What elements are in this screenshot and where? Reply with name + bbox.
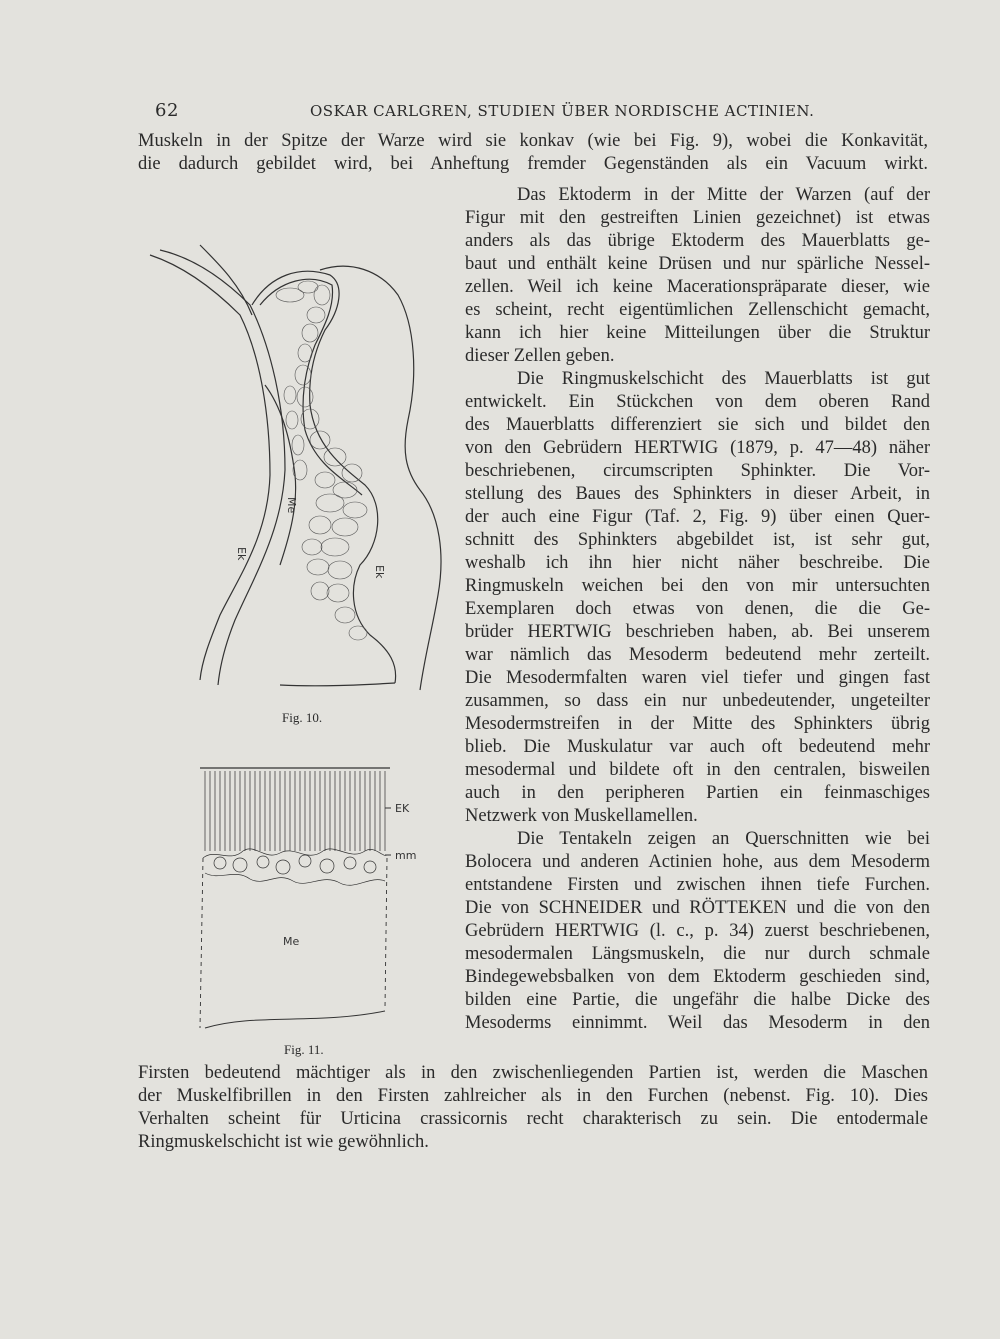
figure-11-illustration: [195, 763, 435, 1038]
figure-11-label-me: Me: [283, 935, 300, 948]
text-line: Mesoderms einnimmt. Weil das Mesoderm in den: [465, 1013, 930, 1033]
text-line: Die Tentakeln zeigen an Querschnitten wie bei: [517, 829, 930, 849]
text-line: auch in den peripheren Partien ein feinmaschiges: [465, 783, 930, 803]
text-line: mesodermalen Längsmuskeln, die nur durch schmale: [465, 944, 930, 964]
text-line: Bolocera und anderen Actinien hohe, aus dem Mesoderm: [465, 852, 930, 872]
figure-11-label-ek: EK: [395, 802, 410, 815]
page-number: 62: [155, 100, 179, 121]
text-line: Muskeln in der Spitze der Warze wird sie konkav (wie bei Fig. 9), wobei die Konkavität,: [138, 131, 928, 151]
text-line: Ringmuskelschicht ist wie gewöhnlich.: [138, 1132, 429, 1152]
text-line: brüder HERTWIG beschrieben haben, ab. Bei unserem: [465, 622, 930, 642]
figure-10-label-me: Me: [285, 497, 298, 514]
text-line: es scheint, recht eigentümlichen Zellenschicht gemacht,: [465, 300, 930, 320]
text-line: baut und enthält keine Drüsen und nur spärliche Nessel-: [465, 254, 930, 274]
text-line: zusammen, so dass ein nur unbedeutender, ungeteilter: [465, 691, 930, 711]
running-title: OSKAR CARLGREN, STUDIEN ÜBER NORDISCHE ACTINIEN.: [310, 102, 815, 120]
text-line: Gebrüdern HERTWIG (l. c., p. 34) zuerst beschriebenen,: [465, 921, 930, 941]
text-line: Die Mesodermfalten waren viel tiefer und gingen fast: [465, 668, 930, 688]
figure-10-illustration: [140, 235, 450, 705]
text-line: Die Ringmuskelschicht des Mauerblatts ist gut: [517, 369, 930, 389]
text-line: Exemplaren doch etwas von denen, die die Ge-: [465, 599, 930, 619]
text-line: Ringmuskeln weichen bei den von mir untersuchten: [465, 576, 930, 596]
figure-10-label-ek-right: Ek: [373, 565, 386, 579]
text-line: Figur mit den gestreiften Linien gezeichnet) ist etwas: [465, 208, 930, 228]
text-line: war nämlich das Mesoderm bedeutend mehr zerteilt.: [465, 645, 930, 665]
text-line: mesodermal und bildete oft in den centralen, bisweilen: [465, 760, 930, 780]
text-line: des Mauerblatts differenziert sie sich und bildet den: [465, 415, 930, 435]
text-line: blieb. Die Muskulatur var auch oft bedeutend mehr: [465, 737, 930, 757]
text-line: Firsten bedeutend mächtiger als in den zwischenliegenden Partien ist, werden die Maschen: [138, 1063, 928, 1083]
text-line: Bindegewebsbalken von dem Ektoderm geschieden sind,: [465, 967, 930, 987]
text-line: Verhalten scheint für Urticina crassicornis recht charakterisch zu sein. Die entodermale: [138, 1109, 928, 1129]
text-line: beschriebenen, circumscripten Sphinkter. Die Vor-: [465, 461, 930, 481]
text-line: die dadurch gebildet wird, bei Anheftung fremder Gegenständen als ein Vacuum wirkt.: [138, 154, 928, 174]
figure-11-label-mm: mm: [395, 849, 417, 862]
text-line: dieser Zellen geben.: [465, 346, 615, 366]
text-line: Mesodermstreifen in der Mitte des Sphinkters übrig: [465, 714, 930, 734]
text-line: der Muskelfibrillen in den Firsten zahlreicher als in den Furchen (nebenst. Fig. 10). Dies: [138, 1086, 928, 1106]
text-line: Das Ektoderm in der Mitte der Warzen (auf der: [517, 185, 930, 205]
text-line: kann ich hier keine Mitteilungen über die Struktur: [465, 323, 930, 343]
text-line: Die von SCHNEIDER und RÖTTEKEN und die von den: [465, 898, 930, 918]
text-line: anders als das übrige Ektoderm des Mauerblatts ge-: [465, 231, 930, 251]
text-line: zellen. Weil ich keine Macerationspräparate dieser, wie: [465, 277, 930, 297]
text-line: Netzwerk von Muskellamellen.: [465, 806, 698, 826]
text-line: entstandene Firsten und zwischen ihnen tiefe Furchen.: [465, 875, 930, 895]
figure-10-label-ek-left: Ek: [235, 547, 248, 561]
text-line: schnitt des Sphinkters abgebildet ist, ist sehr gut,: [465, 530, 930, 550]
figure-11-caption: Fig. 11.: [284, 1042, 324, 1057]
figure-10-caption: Fig. 10.: [282, 710, 323, 725]
text-line: bilden eine Partie, die ungefähr die halbe Dicke des: [465, 990, 930, 1010]
text-line: stellung des Baues des Sphinkters in dieser Arbeit, in: [465, 484, 930, 504]
text-line: entwickelt. Ein Stückchen von dem oberen Rand: [465, 392, 930, 412]
text-line: von den Gebrüdern HERTWIG (1879, p. 47—48) näher: [465, 438, 930, 458]
text-line: weshalb ich ihn hier nicht näher beschreibe. Die: [465, 553, 930, 573]
text-line: der auch eine Figur (Taf. 2, Fig. 9) über einen Quer-: [465, 507, 930, 527]
